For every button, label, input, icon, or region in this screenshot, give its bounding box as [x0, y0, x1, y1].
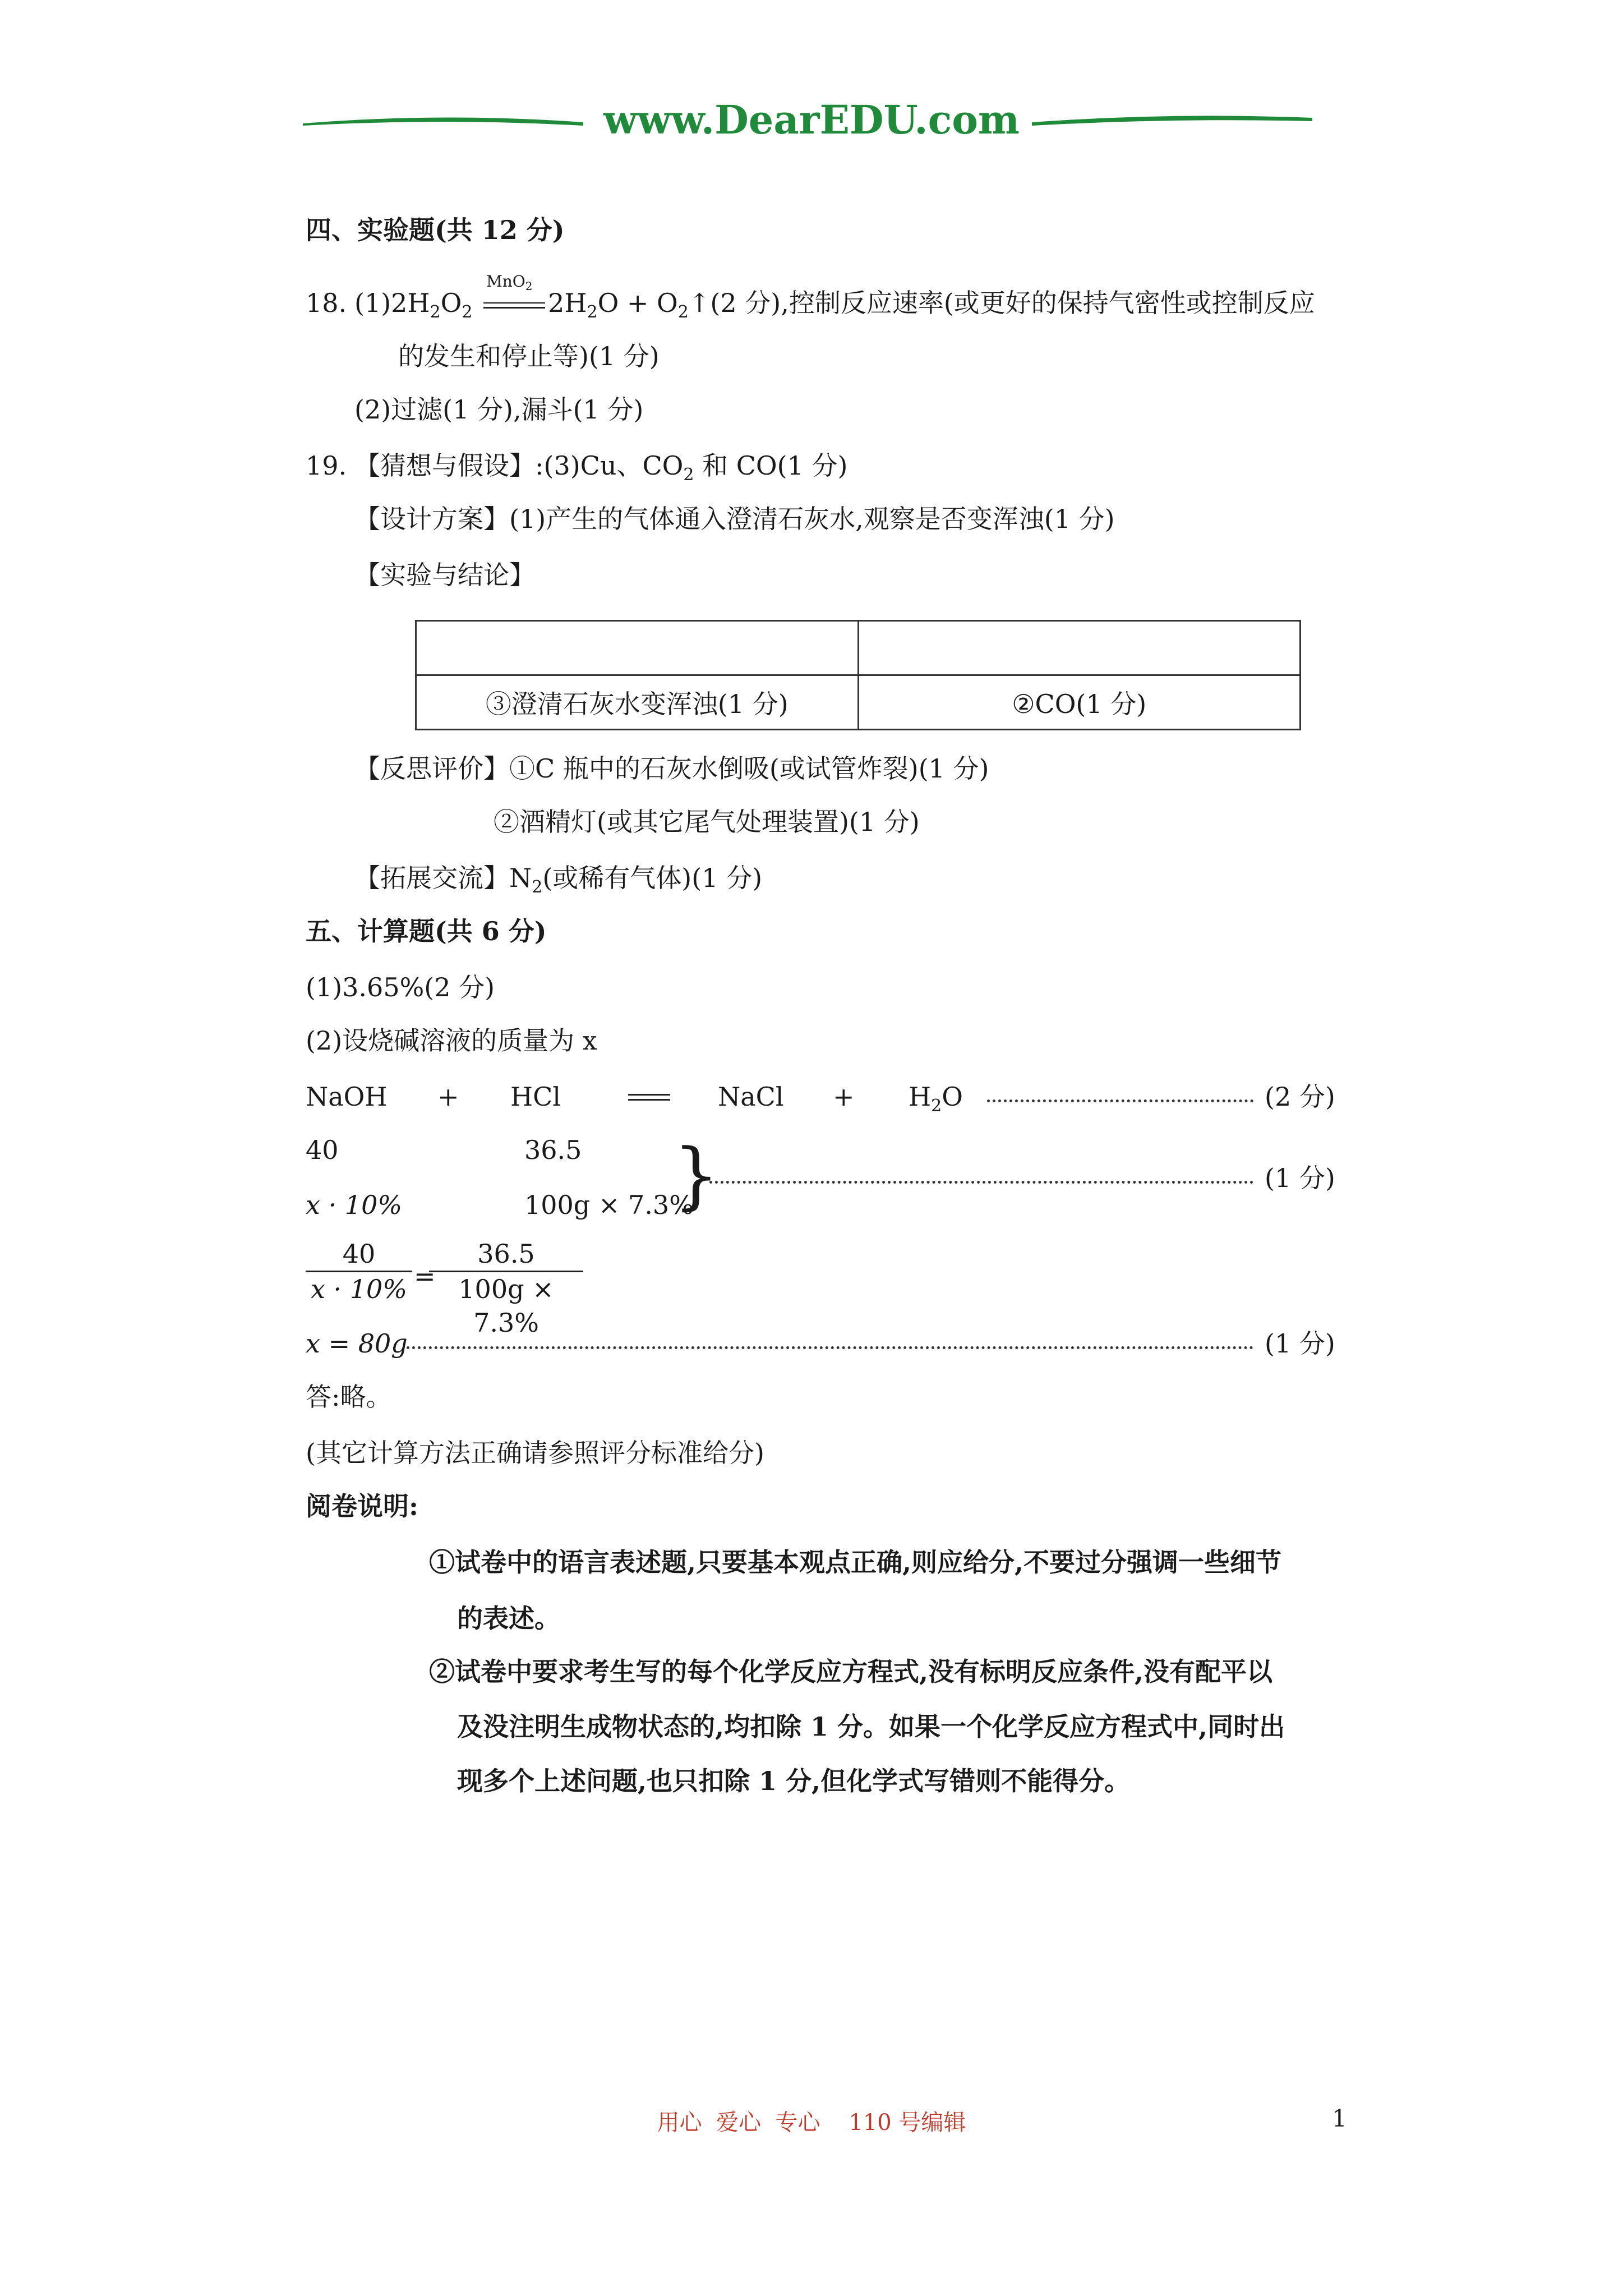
page-number: 1 — [1332, 2105, 1347, 2132]
q19-extend: 【拓展交流】$N_2$(或稀有气体)(1 分) — [354, 863, 763, 897]
q19-reflect2: ②酒精灯(或其它尾气处理装置)(1 分) — [494, 807, 920, 837]
eq-h2o: $H_2O$ — [909, 1082, 963, 1116]
dotted-leader — [709, 1181, 1253, 1184]
footer-text: 用心 爱心 专心 110 号编辑 — [657, 2110, 966, 2136]
calc-note: (其它计算方法正确请参照评分标准给分) — [306, 1438, 764, 1468]
grading-item1-line2: 的表述。 — [457, 1603, 560, 1634]
eq-hcl: HCl — [510, 1082, 561, 1112]
q19-reflect1: 【反思评价】①C 瓶中的石灰水倒吸(或试管炸裂)(1 分) — [354, 753, 989, 784]
right-brace: } — [673, 1133, 720, 1218]
ratio-100g: 100g × 7.3% — [524, 1190, 694, 1220]
calc-part2: (2)设烧碱溶液的质量为 x — [306, 1025, 597, 1056]
table-row — [416, 675, 1301, 730]
table-cell — [416, 621, 859, 675]
eq-nacl: NaCl — [718, 1082, 784, 1112]
eq-naoh: NaOH — [306, 1082, 388, 1112]
proportion-equals: = — [414, 1261, 436, 1291]
site-header: www.DearEDU.com — [603, 96, 1020, 143]
section5-title: 五、计算题(共 6 分) — [306, 916, 547, 946]
eq-equals-sign — [628, 1094, 670, 1101]
answer: 答:略。 — [306, 1382, 392, 1412]
grading-item2-line2: 及没注明生成物状态的,均扣除 1 分。如果一个化学反应方程式中,同时出 — [457, 1711, 1285, 1742]
grading-item2-line1: ②试卷中要求考生写的每个化学反应方程式,没有标明反应条件,没有配平以 — [429, 1657, 1273, 1687]
q18-label: 18. — [306, 288, 347, 318]
grading-item1-line1: ①试卷中的语言表述题,只要基本观点正确,则应给分,不要过分强调一些细节 — [429, 1547, 1282, 1577]
calc-part1: (1)3.65%(2 分) — [306, 972, 495, 1002]
q18-line1: $(1)2H_2O_2$ MnO$_2$ $2H_2O$ + $O_2↑(2$ 分),控制反应速率(或更好的保持气密性或控制反应 — [354, 286, 1315, 320]
dotted-leader — [407, 1346, 1253, 1349]
fraction-left: $\frac{40}{x \cdot 10\%}$ — [306, 1237, 412, 1306]
table-cell: ②CO(1 分) — [858, 675, 1301, 730]
eq-plus-1: + — [437, 1082, 459, 1112]
table-row — [416, 621, 1301, 675]
table-cell: ③澄清石灰水变浑浊(1 分) — [416, 675, 859, 730]
eq-score: (2 分) — [1265, 1082, 1335, 1112]
grading-item2-line3: 现多个上述问题,也只扣除 1 分,但化学式写错则不能得分。 — [457, 1766, 1131, 1796]
table-cell — [858, 621, 1301, 675]
ratio-40: 40 — [306, 1135, 339, 1165]
catalyst-label: MnO$_2$ — [486, 272, 533, 293]
calc-result: x = 80g — [306, 1328, 408, 1359]
experiment-result-table — [415, 620, 1301, 730]
fraction-right: $\frac{36.5}{100g \times 7.3\%}$ — [429, 1237, 583, 1340]
q19-exp-title: 【实验与结论】 — [354, 560, 535, 590]
ratio-x10: x · 10% — [306, 1190, 403, 1220]
grading-title: 阅卷说明: — [306, 1491, 418, 1521]
q19-guess: 【猜想与假设】:(3)Cu、$CO_2$ 和 CO(1 分) — [354, 450, 848, 485]
q19-label: 19. — [306, 450, 347, 481]
q19-design: 【设计方案】(1)产生的气体通入澄清石灰水,观察是否变浑浊(1 分) — [354, 504, 1115, 534]
eq-plus-2: + — [833, 1082, 855, 1112]
ratio-36-5: 36.5 — [524, 1135, 582, 1165]
q18-line2: 的发生和停止等)(1 分) — [398, 341, 660, 371]
q18-line3: (2)过滤(1 分),漏斗(1 分) — [354, 394, 644, 425]
ratio-score: (1 分) — [1265, 1163, 1335, 1193]
section4-title: 四、实验题(共 12 分) — [306, 215, 565, 245]
result-score: (1 分) — [1265, 1328, 1335, 1359]
dotted-leader — [987, 1099, 1253, 1102]
